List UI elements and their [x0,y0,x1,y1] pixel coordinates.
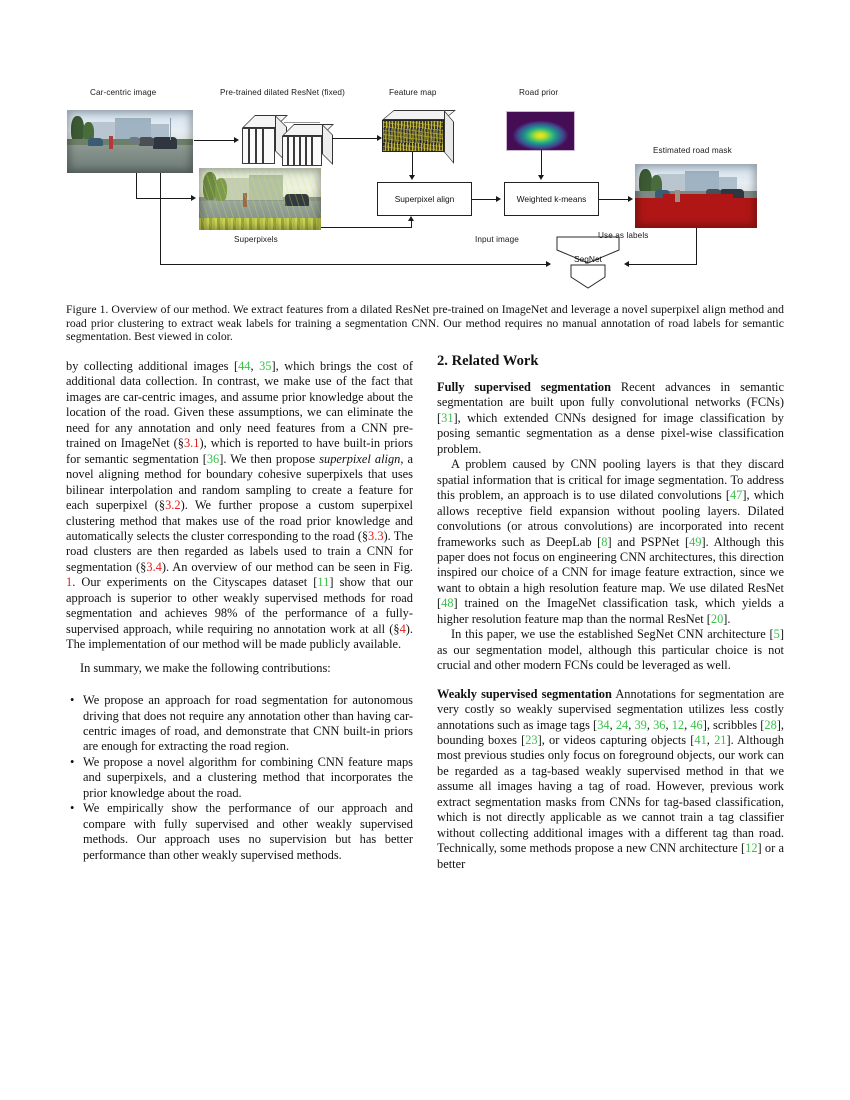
body-column-right [437,353,784,872]
emphasis-superpixel-align: superpixel align [319,451,401,466]
citation-28[interactable]: 28 [764,717,777,732]
list-item: • We empirically show the performance of our approach and compare with fully supervised and other weakly supervised methods. Our approach uses no supervision but has better performance than other weakly supervised methods. [83,801,413,863]
citation-41[interactable]: 41 [694,732,707,747]
paragraph-heading-fully-supervised: Fully supervised segmentation [437,380,611,394]
text-run: ). An overview of our method can be seen in Fig. [161,559,413,574]
citation-5[interactable]: 5 [773,627,780,642]
figure-caption-number: Figure 1. [66,303,109,316]
section-heading-related-work: 2. Related Work [437,353,539,369]
figure-caption [66,303,784,344]
text-run: ], which extended CNNs designed for image classification by posing semantic segmentation as a dense pixel-wise classification problem. [437,410,784,456]
ref-section-4[interactable]: 4 [399,621,406,636]
car-centric-image-thumbnail [67,110,193,173]
text-run: ], which allows receptive field expansion without pooling layers. Dilated convolutions (or atrous convolutions) are incorporated into recent frameworks such as DeepLab [ [437,488,784,549]
citation-36b[interactable]: 36 [653,717,666,732]
paragraph-heading-weakly-supervised: Weakly supervised segmentation [437,686,612,701]
arrowhead-resnet-to-featuremap [377,135,382,141]
line-superpixels-up [411,221,412,228]
arrow-resnet-to-featuremap [332,138,380,139]
arrowhead-image-to-superpixels [191,195,196,201]
text-run: ] and PSPNet [ [607,534,690,549]
text-run: In this paper, we use the established SegNet CNN architecture [ [451,627,774,642]
text-run: , [646,717,654,732]
ref-section-3-4[interactable]: 3.4 [146,559,162,574]
arrowhead-inputimage-to-segnet [546,261,551,267]
text-run: , [250,359,260,373]
text-run: , [628,717,635,732]
citation-31[interactable]: 31 [441,410,454,425]
text-run: Annotations for segmentation are very costly so weakly supervised segmentation utilizes less costly annotations such as image tags [ [437,686,784,732]
text-run: ), which is reported to have built-in priors for semantic segmentation [ [66,436,413,466]
text-run: ]. [723,611,731,626]
line-roadmask-down [696,228,697,264]
text-run: ], which brings the cost of additional data collection. In contrast, we make use of the fact that images are car-centric images, and assume prior knowledge about the location of the road. Given these assumptions, we can eliminate the need for any annotation and only need features from a CNN pre-trained on ImageNet (§ [66,359,413,451]
road-prior-heatmap [507,112,574,150]
citation-44[interactable]: 44 [238,359,251,373]
figure-label-car-centric-image: Car-centric image [90,88,157,97]
arrow-image-to-resnet [194,140,236,141]
text-run: ], or videos capturing objects [ [537,732,695,747]
citation-46[interactable]: 46 [690,717,703,732]
list-item: • We propose an approach for road segmentation for autonomous driving that does not require any annotation other than having car-centric images of road, and demonstrate that CNN built-in priors are enough for extracting the road region. [83,693,413,755]
paragraph-summary-lead: In summary, we make the following contributions: [80,660,331,675]
dilated-resnet-block [238,110,348,174]
figure-1-pipeline-diagram [64,88,786,293]
arrowhead-superpixels-to-superpixelalign [408,216,414,221]
text-run: ] or a better [437,841,784,871]
citation-12[interactable]: 12 [671,717,685,732]
ref-section-3-1[interactable]: 3.1 [183,436,200,451]
citation-11[interactable]: 11 [317,575,330,590]
superpixels-thumbnail [199,168,321,230]
citation-21[interactable]: 21 [714,732,727,747]
figure-label-road-prior: Road prior [519,88,559,97]
arrow-inputimage-to-segnet [160,264,550,265]
text-run: , [665,717,672,732]
citation-23[interactable]: 23 [525,732,538,747]
ref-section-3-2[interactable]: 3.2 [165,498,181,513]
segnet-hourglass-icon [552,236,624,292]
line-image-down-bottom [160,173,161,265]
citation-8[interactable]: 8 [601,534,608,549]
citation-20[interactable]: 20 [710,611,724,626]
text-run: , [609,717,616,732]
text-run: ). The implementation of our method will be made publicly available. [66,621,413,652]
text-run: ] trained on the ImageNet classification task, which yields a higher resolution feature map than the normal ResNet [ [437,596,784,626]
arrow-roadprior-to-kmeans [541,150,542,176]
contributions-list [66,693,413,863]
arrow-kmeans-to-roadmask [599,199,631,200]
citation-47[interactable]: 47 [729,488,743,503]
text-run: A problem caused by CNN pooling layers is that they discard spatial information that is critical for image segmentation. To address this problem, an approach is to use dilated convolutions [ [437,457,784,503]
paragraph-fully-supervised [437,380,784,457]
text-run: ). We further propose a custom superpixel clustering method that makes use of the road prior knowledge and automatically selects the cluster corresponding to the road (§ [66,498,414,543]
superpixel-align-box[interactable]: Superpixel align [377,182,472,216]
arrow-roadmask-to-segnet [629,264,697,265]
ref-section-3-3[interactable]: 3.3 [368,528,384,543]
text-run: Recent advances in semantic segmentation are built upon fully convolutional networks (FCNs) [ [437,380,784,425]
arrow-featuremap-to-superpixelalign [412,152,413,176]
text-run: ] show that our approach is superior to other weakly supervised methods for road segmentation and achieves 98% of the performance of a fully-supervised approach, while requiring no annotation work at all (§ [66,575,413,636]
arrowhead-roadmask-to-segnet [624,261,629,267]
figure-label-estimated-road-mask: Estimated road mask [653,146,732,155]
text-run: , a novel aligning method for boundary cohesive superpixels that uses bilinear interpolation and random sampling to create a feature for each superpixel (§ [66,451,413,513]
text-run: by collecting additional images [ [66,359,239,373]
paragraph-pooling-problem [437,457,784,627]
arrowhead-kmeans-to-roadmask [628,196,633,202]
citation-48[interactable]: 48 [441,596,454,611]
ref-figure-1[interactable]: 1 [66,575,73,590]
arrowhead-image-to-resnet [234,137,239,143]
arrowhead-superpixelalign-to-kmeans [496,196,501,202]
arrowhead-roadprior-to-kmeans [538,175,544,180]
text-run: ]. Although this paper does not focus on engineering CNN architectures, this direction inspired our choice of a CNN for image feature extraction, since we want to obtain a high resolution feature map. We use dilated ResNet [ [437,534,785,611]
text-run: ]. Although most previous studies only focus on foreground objects, our work can be regarded as a tag-based weakly supervised method in that we assume all images having a tag of road. However, previous work extract segmentation masks from CNNs for tag-based classification, which is not directly applicable as we cannot train a tag classifier without collecting additional images with a different tag than road. Technically, some methods propose a new CNN architecture [ [437,732,784,856]
figure-caption-text: Overview of our method. We extract features from a dilated ResNet pre-trained on ImageNet and leverage a novel superpixel align method and road prior clustering to extract weak labels for training a segmentation CNN. Our method requires no manual annotation of road labels for semantic segmentation. Best viewed in color. [66,303,784,344]
text-run: ] as our segmentation model, although this particular choice is not crucial and other modern FCNs could be leveraged as well. [437,627,784,673]
text-run: ). The road clusters are then regarded as labels used to train a CNN for segmentation (§ [66,528,413,574]
text-run: ], scribbles [ [702,717,765,732]
feature-map-cuboid [382,110,462,168]
paragraph-segnet-choice [437,627,784,673]
figure-label-input-image: Input image [475,235,519,244]
segnet-block[interactable] [552,236,624,292]
text-run: ]. We then propose [219,451,320,466]
paragraph-weakly-supervised [437,687,784,872]
list-item: • We propose a novel algorithm for combining CNN feature maps and superpixels, and a clustering method that incorporates the prior knowledge about the road. [83,755,413,801]
citation-12b[interactable]: 12 [745,841,758,856]
text-run: . Our experiments on the Cityscapes dataset [ [72,575,318,590]
segnet-label: SegNet [574,254,602,264]
weighted-kmeans-box[interactable]: Weighted k-means [504,182,599,216]
figure-label-feature-map: Feature map [389,88,437,97]
paragraph-intro-continued [66,359,413,653]
figure-label-use-as-labels: Use as labels [598,231,649,240]
arrowhead-featuremap-to-superpixelalign [409,175,415,180]
figure-label-superpixels: Superpixels [234,235,278,244]
citation-35[interactable]: 35 [259,359,272,373]
arrow-superpixelalign-to-kmeans [472,199,498,200]
line-image-down-left [136,173,137,199]
arrow-image-to-superpixels [136,198,193,199]
figure-label-resnet: Pre-trained dilated ResNet (fixed) [220,88,345,97]
citation-39[interactable]: 39 [634,717,647,732]
citation-34[interactable]: 34 [597,717,610,732]
body-column-left [66,359,413,863]
text-run: , [706,732,715,747]
citation-36[interactable]: 36 [206,451,220,466]
text-run: ], bounding boxes [ [437,717,784,747]
citation-24[interactable]: 24 [615,717,629,732]
text-run: , [684,717,691,732]
citation-49[interactable]: 49 [689,534,702,549]
line-superpixels-right [321,227,411,228]
estimated-road-mask-thumbnail [635,164,757,228]
